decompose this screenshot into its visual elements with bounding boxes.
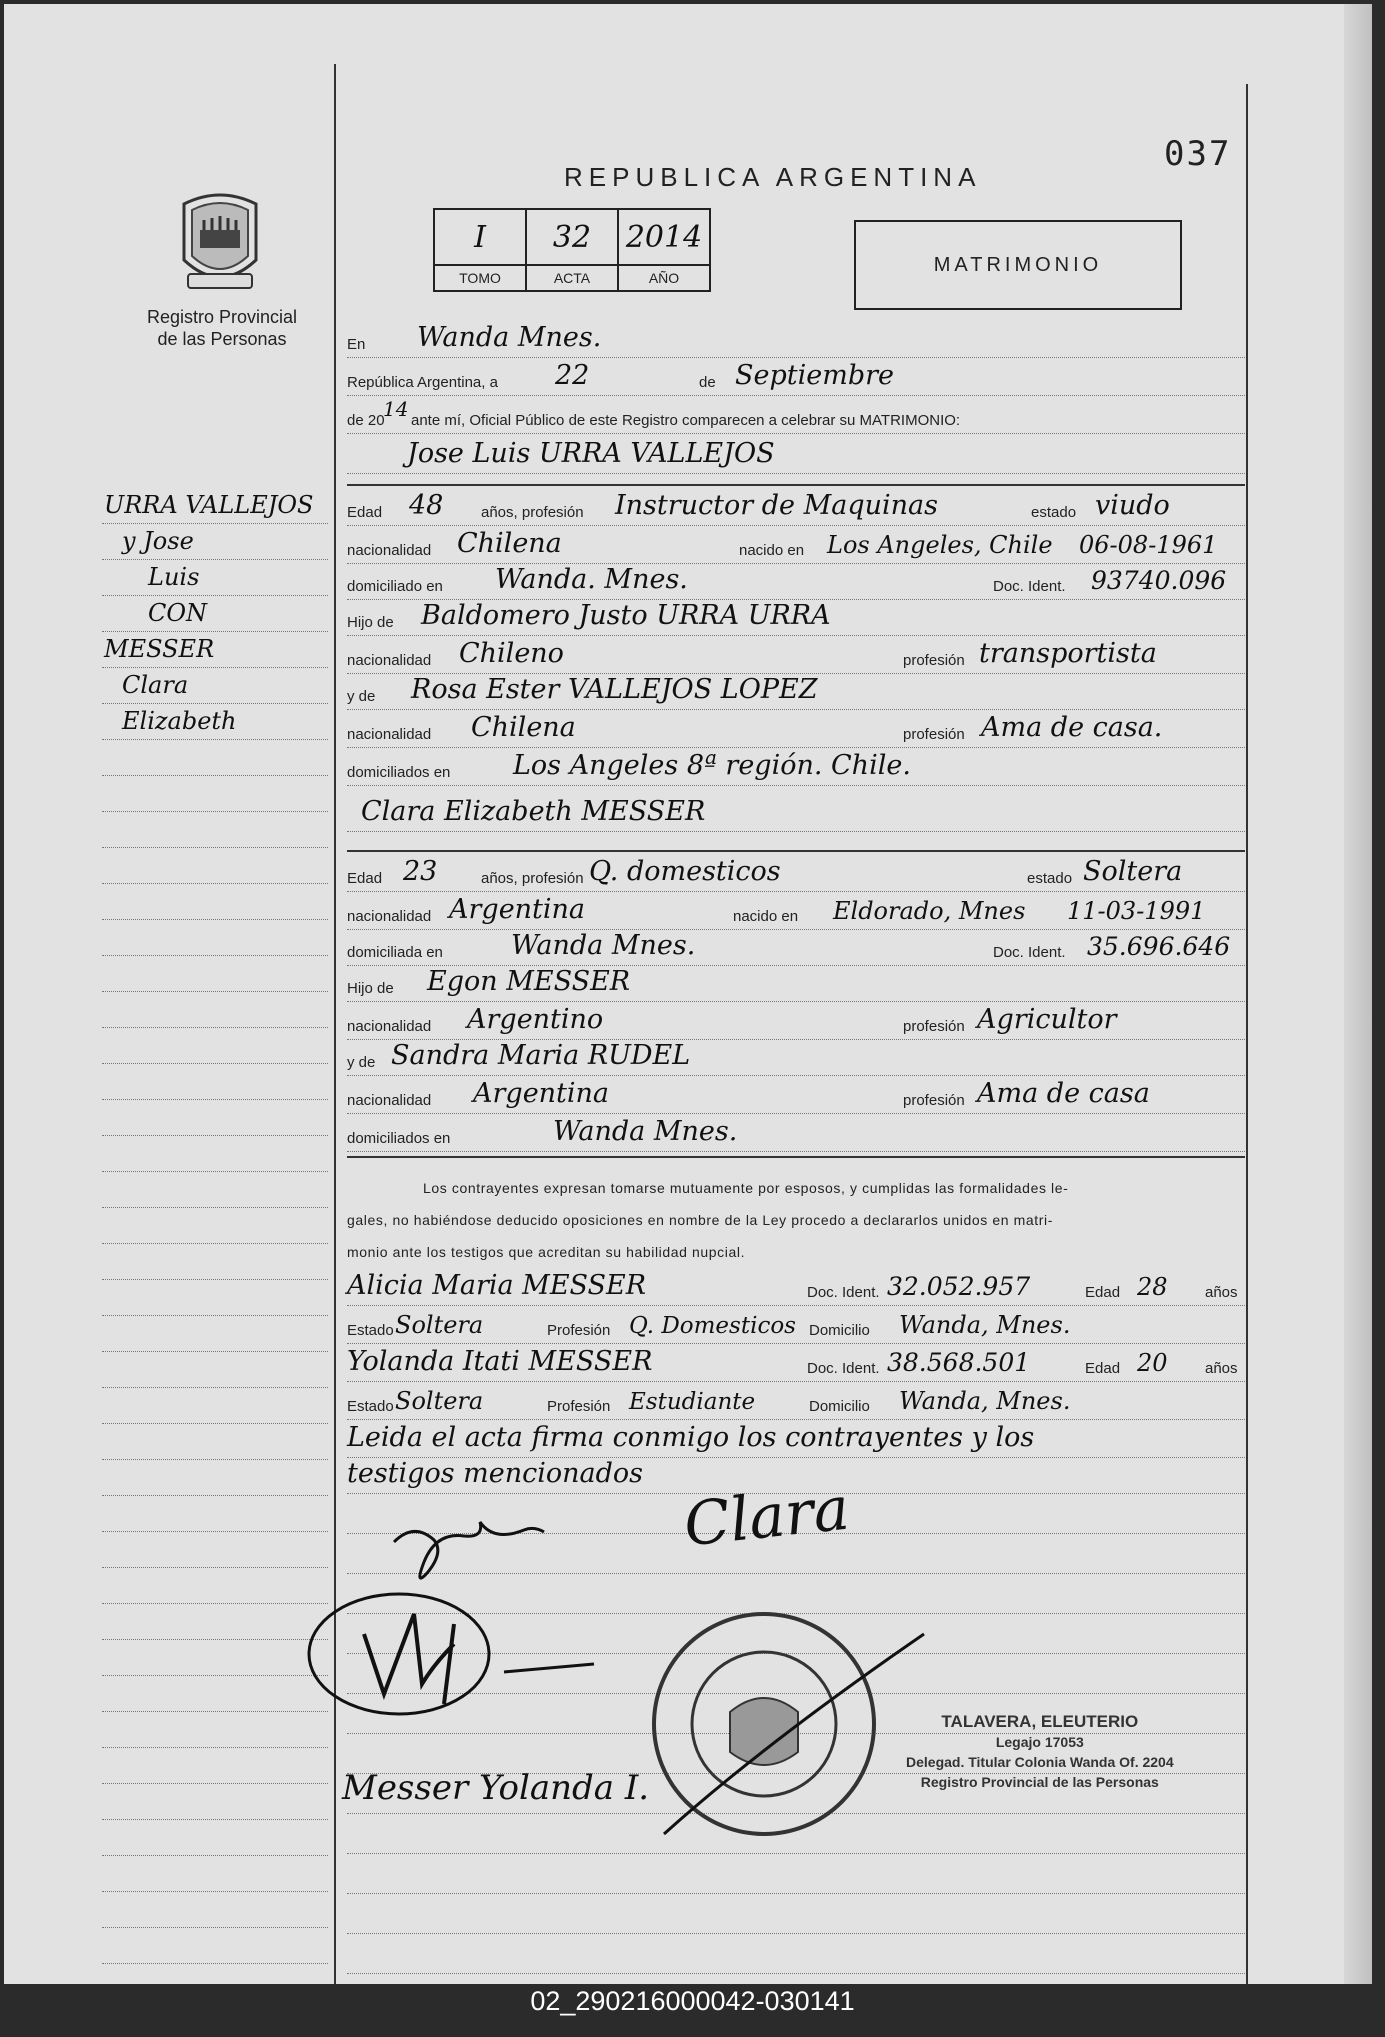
page-number: 037 bbox=[1164, 134, 1232, 174]
place-value: Wanda Mnes. bbox=[417, 322, 602, 353]
groom-status: viudo bbox=[1095, 490, 1170, 521]
bride-age: 23 bbox=[403, 856, 438, 887]
margin-line bbox=[102, 596, 328, 632]
margin-line bbox=[102, 992, 328, 1028]
margin-line bbox=[102, 1604, 328, 1640]
groom-domicile-line bbox=[347, 562, 1245, 600]
margin-line bbox=[102, 1496, 328, 1532]
margin-line bbox=[102, 1172, 328, 1208]
margin-line bbox=[102, 740, 328, 776]
margin-line bbox=[102, 488, 328, 524]
registry-label bbox=[122, 306, 322, 350]
witness-age: 20 bbox=[1137, 1349, 1168, 1377]
en-label: En bbox=[347, 336, 366, 353]
official-stamp-line: Legajo 17053 bbox=[995, 1734, 1084, 1750]
bride-mother-line bbox=[347, 1038, 1245, 1076]
profession-label: profesión bbox=[903, 1092, 965, 1109]
margin-line bbox=[102, 1784, 328, 1820]
bride-name-line bbox=[347, 794, 1245, 832]
bride-status: Soltera bbox=[1083, 856, 1183, 887]
of-label: de bbox=[699, 374, 716, 391]
witness-profession: Estudiante bbox=[629, 1389, 756, 1415]
domiciled-label: domiciliado en bbox=[347, 578, 443, 595]
margin-line bbox=[102, 668, 328, 704]
section-rule bbox=[347, 850, 1245, 852]
profession-label: Profesión bbox=[547, 1322, 611, 1339]
doc-ident-label: Doc. Ident. bbox=[807, 1360, 880, 1377]
right-rule bbox=[1246, 84, 1248, 1984]
witness-doc-id: 38.568.501 bbox=[887, 1348, 1031, 1377]
declaration-line bbox=[347, 1226, 1245, 1264]
blank-line bbox=[347, 1896, 1245, 1934]
registry-stamp-icon bbox=[644, 1594, 944, 1844]
margin-line bbox=[102, 1712, 328, 1748]
witness-domicile: Wanda, Mnes. bbox=[899, 1387, 1071, 1415]
margin-line bbox=[102, 1100, 328, 1136]
official-stamp-text bbox=[906, 1712, 1174, 1792]
bride-domicile: Wanda Mnes. bbox=[511, 930, 696, 961]
scan-code: 02_290216000042-030141 bbox=[530, 1986, 855, 2016]
closing-text: testigos mencionados bbox=[347, 1458, 644, 1489]
reference-tomo bbox=[435, 210, 527, 290]
nationality-label: nacionalidad bbox=[347, 652, 432, 669]
age-label: Edad bbox=[1085, 1360, 1121, 1377]
margin-line bbox=[102, 1208, 328, 1244]
section-rule bbox=[347, 1156, 1245, 1158]
blank-line bbox=[347, 1856, 1245, 1894]
declaration-text: Los contrayentes expresan tomarse mutuamente por esposos, y cumplidas las formalidades le- bbox=[423, 1180, 1069, 1196]
bride-father-profession: Agricultor bbox=[977, 1004, 1117, 1035]
domicile-label: Domicilio bbox=[809, 1322, 870, 1339]
margin-line bbox=[102, 1352, 328, 1388]
bride-mother-nationality-line bbox=[347, 1076, 1245, 1114]
witness-status: Soltera bbox=[395, 1387, 484, 1415]
margin-line bbox=[102, 1460, 328, 1496]
official-stamp-line: Delegad. Titular Colonia Wanda Of. 2204 bbox=[906, 1754, 1174, 1770]
margin-line bbox=[102, 704, 328, 740]
bride-age-line bbox=[347, 854, 1245, 892]
bride-father-nationality: Argentino bbox=[467, 1004, 604, 1035]
margin-line bbox=[102, 524, 328, 560]
witness-2-line bbox=[347, 1344, 1245, 1382]
margin-line bbox=[102, 1136, 328, 1172]
blank-line bbox=[347, 1936, 1245, 1974]
and-of-label: y de bbox=[347, 1054, 376, 1071]
margin-line bbox=[102, 812, 328, 848]
declaration-text: monio ante los testigos que acreditan su habilidad nupcial. bbox=[347, 1244, 746, 1260]
domicile-label: Domicilio bbox=[809, 1398, 870, 1415]
doc-ident-label: Doc. Ident. bbox=[807, 1284, 880, 1301]
domiciled-label: domiciliados en bbox=[347, 1130, 451, 1147]
bride-mother: Sandra Maria RUDEL bbox=[391, 1040, 691, 1071]
witness-status: Soltera bbox=[395, 1311, 484, 1339]
margin-line bbox=[102, 1388, 328, 1424]
profession-label: Profesión bbox=[547, 1398, 611, 1415]
years-label: años bbox=[1205, 1360, 1238, 1377]
bride-birthdate: 11-03-1991 bbox=[1067, 897, 1206, 925]
margin-line bbox=[102, 1244, 328, 1280]
bride-parents-domicile: Wanda Mnes. bbox=[553, 1116, 738, 1147]
profession-label: profesión bbox=[903, 652, 965, 669]
year-label: de 20 bbox=[347, 412, 385, 429]
status-label: estado bbox=[1027, 870, 1073, 887]
groom-birthdate: 06-08-1961 bbox=[1079, 531, 1218, 559]
reference-value: 2014 bbox=[619, 210, 709, 266]
bride-nationality-line bbox=[347, 892, 1245, 930]
age-label: Edad bbox=[1085, 1284, 1121, 1301]
groom-age: 48 bbox=[409, 490, 444, 521]
witness-1-line bbox=[347, 1268, 1245, 1306]
groom-father-nationality: Chileno bbox=[459, 638, 564, 669]
groom-domicile: Wanda. Mnes. bbox=[495, 564, 688, 595]
doc-ident-label: Doc. Ident. bbox=[993, 578, 1066, 595]
bride-profession: Q. domesticos bbox=[589, 856, 781, 887]
bride-mother-nationality: Argentina bbox=[473, 1078, 610, 1109]
margin-line bbox=[102, 1748, 328, 1784]
groom-mother: Rosa Ester VALLEJOS LOPEZ bbox=[411, 674, 818, 705]
margin-line bbox=[102, 560, 328, 596]
page-edge bbox=[1344, 4, 1372, 1984]
groom-doc-id: 93740.096 bbox=[1091, 566, 1227, 595]
margin-line bbox=[102, 1064, 328, 1100]
domiciled-label: domiciliada en bbox=[347, 944, 443, 961]
margin-line bbox=[102, 776, 328, 812]
margin-line bbox=[102, 1640, 328, 1676]
bride-birthplace: Eldorado, Mnes bbox=[833, 897, 1026, 925]
margin-note-text: MESSER bbox=[104, 635, 215, 663]
groom-father-profession: transportista bbox=[979, 638, 1157, 669]
groom-name: Jose Luis URRA VALLEJOS bbox=[407, 438, 775, 469]
domiciled-label: domiciliados en bbox=[347, 764, 451, 781]
margin-line bbox=[102, 1532, 328, 1568]
witness-age: 28 bbox=[1137, 1273, 1168, 1301]
margin-line bbox=[102, 1820, 328, 1856]
groom-birthplace: Los Angeles, Chile bbox=[827, 531, 1053, 559]
status-label: Estado bbox=[347, 1398, 394, 1415]
reference-acta bbox=[527, 210, 619, 290]
month-value: Septiembre bbox=[735, 360, 894, 391]
nationality-label: nacionalidad bbox=[347, 908, 432, 925]
margin-line bbox=[102, 848, 328, 884]
margin-line bbox=[102, 956, 328, 992]
nationality-label: nacionalidad bbox=[347, 726, 432, 743]
country-title: REPUBLICA ARGENTINA bbox=[564, 162, 982, 192]
bride-signature: Clara bbox=[680, 1473, 853, 1561]
margin-line bbox=[102, 1676, 328, 1712]
margin-line bbox=[102, 1028, 328, 1064]
place-line bbox=[347, 320, 1245, 358]
official-signature-icon bbox=[304, 1584, 614, 1724]
witness-profession: Q. Domesticos bbox=[629, 1313, 796, 1339]
date-line bbox=[347, 358, 1245, 396]
witness-1-details-line bbox=[347, 1306, 1245, 1344]
margin-note-text: CON bbox=[148, 599, 208, 627]
groom-father-line bbox=[347, 598, 1245, 636]
margin-note-text: y Jose bbox=[122, 527, 194, 555]
margin-line bbox=[102, 1892, 328, 1928]
margin-line bbox=[102, 884, 328, 920]
margin-line bbox=[102, 632, 328, 668]
bride-mother-profession: Ama de casa bbox=[977, 1078, 1150, 1109]
doc-ident-label: Doc. Ident. bbox=[993, 944, 1066, 961]
status-label: Estado bbox=[347, 1322, 394, 1339]
status-label: estado bbox=[1031, 504, 1077, 521]
bride-nationality: Argentina bbox=[449, 894, 586, 925]
appear-line bbox=[347, 396, 1245, 434]
margin-note-text: Elizabeth bbox=[122, 707, 237, 735]
profession-label: profesión bbox=[903, 726, 965, 743]
witness-signature: Messer Yolanda I. bbox=[342, 1768, 650, 1808]
declaration-text: gales, no habiéndose deducido oposiciones en nombre de la Ley procedo a declararlos unidos en matri- bbox=[347, 1212, 1053, 1228]
groom-signature-icon bbox=[384, 1502, 554, 1592]
reference-table bbox=[433, 208, 711, 292]
reference-value: I bbox=[435, 210, 525, 266]
groom-mother-nationality-line bbox=[347, 710, 1245, 748]
margin-line bbox=[102, 1928, 328, 1964]
nationality-label: nacionalidad bbox=[347, 542, 432, 559]
registry-label-line: de las Personas bbox=[157, 329, 287, 349]
official-stamp-line: TALAVERA, ELEUTERIO bbox=[941, 1712, 1139, 1731]
reference-label: ACTA bbox=[553, 270, 591, 286]
nationality-label: nacionalidad bbox=[347, 1018, 432, 1035]
profession-label: profesión bbox=[903, 1018, 965, 1035]
witness-doc-id: 32.052.957 bbox=[887, 1272, 1031, 1301]
margin-note-text: Clara bbox=[122, 671, 189, 699]
years-label: años bbox=[1205, 1284, 1238, 1301]
day-value: 22 bbox=[555, 360, 590, 391]
age-label: Edad bbox=[347, 504, 383, 521]
son-of-label: Hijo de bbox=[347, 614, 394, 631]
margin-note-text: URRA VALLEJOS bbox=[104, 491, 314, 519]
witness-2-details-line bbox=[347, 1382, 1245, 1420]
groom-profession: Instructor de Maquinas bbox=[615, 490, 939, 521]
witness-name: Yolanda Itati MESSER bbox=[347, 1346, 653, 1377]
bride-father: Egon MESSER bbox=[427, 966, 631, 997]
margin-line bbox=[102, 1280, 328, 1316]
groom-age-line bbox=[347, 488, 1245, 526]
closing-line bbox=[347, 1420, 1245, 1458]
closing-text: Leida el acta firma conmigo los contrayentes y los bbox=[347, 1422, 1035, 1453]
provincial-seal-icon bbox=[174, 190, 266, 294]
son-of-label: Hijo de bbox=[347, 980, 394, 997]
born-in-label: nacido en bbox=[733, 908, 799, 925]
official-stamp-line: Registro Provincial de las Personas bbox=[920, 1774, 1159, 1790]
bride-doc-id: 35.696.646 bbox=[1087, 932, 1231, 961]
groom-father-nationality-line bbox=[347, 636, 1245, 674]
bride-father-nationality-line bbox=[347, 1002, 1245, 1040]
reference-label: TOMO bbox=[459, 270, 501, 286]
reference-year bbox=[619, 210, 709, 290]
margin-line bbox=[102, 1856, 328, 1892]
margin-line bbox=[102, 1424, 328, 1460]
appear-text: ante mí, Oficial Público de este Registro comparecen a celebrar su MATRIMONIO: bbox=[411, 412, 961, 429]
witness-domicile: Wanda, Mnes. bbox=[899, 1311, 1071, 1339]
and-of-label: y de bbox=[347, 688, 376, 705]
bride-domicile-line bbox=[347, 928, 1245, 966]
year-value: 14 bbox=[383, 397, 409, 421]
groom-parents-domicile-line bbox=[347, 748, 1245, 786]
groom-parents-domicile: Los Angeles 8ª región. Chile. bbox=[513, 750, 911, 781]
register-page bbox=[4, 4, 1372, 1984]
groom-father: Baldomero Justo URRA URRA bbox=[421, 600, 831, 631]
bride-father-line bbox=[347, 964, 1245, 1002]
groom-mother-line bbox=[347, 672, 1245, 710]
bride-parents-domicile-line bbox=[347, 1114, 1245, 1152]
reference-value: 32 bbox=[527, 210, 617, 266]
margin-note-text: Luis bbox=[148, 563, 200, 591]
years-profession-label: años, profesión bbox=[481, 504, 584, 521]
groom-nationality-line bbox=[347, 526, 1245, 564]
document-type: MATRIMONIO bbox=[854, 220, 1182, 310]
years-profession-label: años, profesión bbox=[481, 870, 584, 887]
registry-label-line: Registro Provincial bbox=[146, 307, 298, 327]
age-label: Edad bbox=[347, 870, 383, 887]
margin-line bbox=[102, 1568, 328, 1604]
republic-label: República Argentina, a bbox=[347, 374, 498, 391]
groom-nationality: Chilena bbox=[457, 528, 562, 559]
section-rule bbox=[347, 484, 1245, 486]
witness-name: Alicia Maria MESSER bbox=[347, 1270, 647, 1301]
groom-mother-profession: Ama de casa. bbox=[981, 712, 1163, 743]
nationality-label: nacionalidad bbox=[347, 1092, 432, 1109]
reference-label: AÑO bbox=[648, 270, 680, 286]
margin-line bbox=[102, 1316, 328, 1352]
margin-line bbox=[102, 920, 328, 956]
bride-name: Clara Elizabeth MESSER bbox=[361, 796, 706, 827]
groom-name-line bbox=[347, 436, 1245, 474]
groom-mother-nationality: Chilena bbox=[471, 712, 576, 743]
born-in-label: nacido en bbox=[739, 542, 805, 559]
